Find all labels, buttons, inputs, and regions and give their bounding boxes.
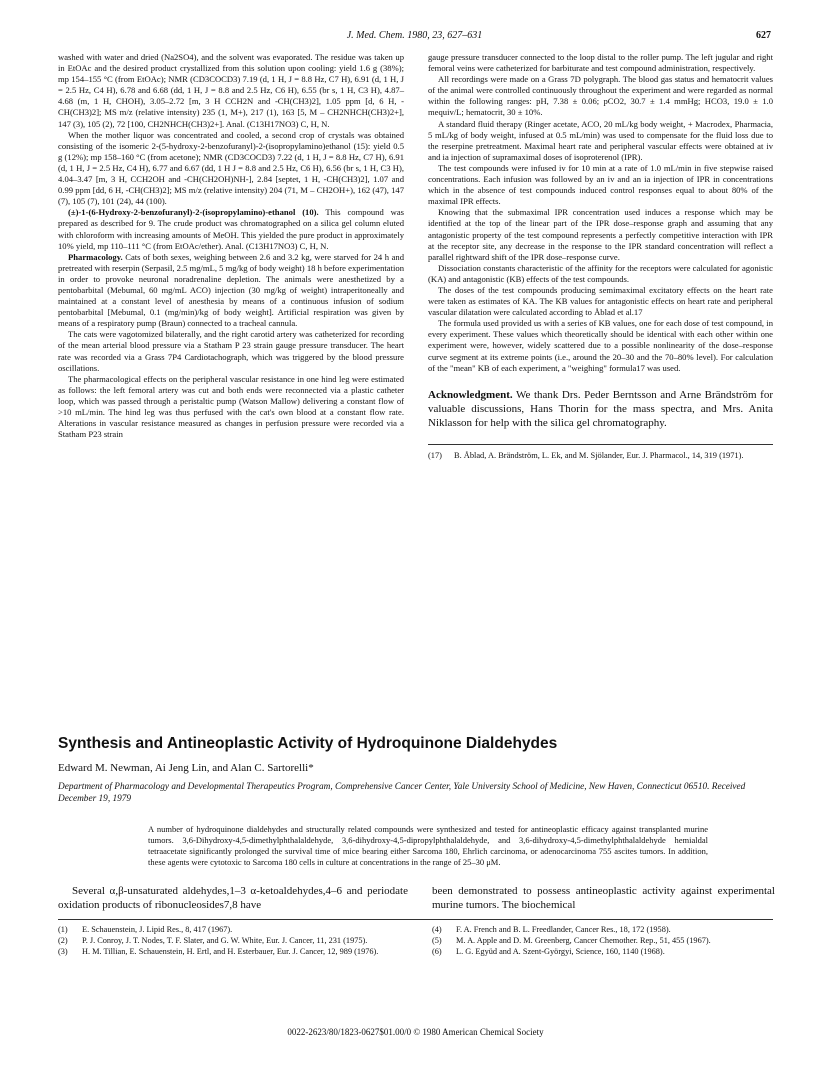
journal-citation: J. Med. Chem. 1980, 23, 627–631 bbox=[346, 30, 483, 41]
footnote-number: (1) bbox=[58, 925, 68, 934]
acknowledgment-text: We thank Drs. Peder Berntsson and Arne Brändström for valuable discussions, Hans Thorin for the mass spectra, and Mrs. Anita Niklasson for help with the silica gel chromatography. bbox=[428, 388, 773, 430]
right-column bbox=[428, 52, 773, 461]
footnotes-right bbox=[432, 925, 775, 958]
paragraph bbox=[58, 207, 404, 251]
paragraph: The cats were vagotomized bilaterally, and the right carotid artery was catheterized for recording of the mean arterial blood pressure via a Statham P 23 strain gauge pressure transducer. The heart rate was recorded via a Grass 7P4 Cardiotachograph, which was triggered by the blood pressure oscillations. bbox=[58, 329, 404, 373]
footnote-number: (3) bbox=[58, 946, 68, 956]
paragraph: The pharmacological effects on the peripheral vascular resistance in one hind leg were estimated as follows: the left femoral artery was cut and both ends were reconnected via a plastic catheter loop, which was passed through a peristaltic pump (Watson Mallow) delivering a constant flow of >10 mL/min. The hind leg was thus perfused with the cat's own blood at a constant flow rate. Alterations in vascular resistance measured as changes in perfusion pressure were recorded via a Statham P23 strain bbox=[58, 373, 404, 440]
footnote-text: L. G. Együd and A. Szent-Györgyi, Science, 160, 1140 (1968). bbox=[456, 946, 665, 956]
footnote-number: (6) bbox=[432, 946, 442, 956]
footnote-number: (4) bbox=[432, 925, 442, 934]
page-number: 627 bbox=[756, 30, 771, 41]
footnote-text: M. A. Apple and D. M. Greenberg, Cancer Chemother. Rep., 51, 455 (1967). bbox=[456, 935, 711, 945]
reference-item bbox=[428, 450, 773, 461]
article-authors: Edward M. Newman, Ai Jeng Lin, and Alan C. Sartorelli* bbox=[58, 762, 314, 774]
article-affiliation: Department of Pharmacology and Developmental Therapeutics Program, Comprehensive Cancer Center, Yale University School of Medicine, New Haven, Connecticut 06510. Received December 19, 1979 bbox=[58, 782, 746, 804]
paragraph-text: Cats of both sexes, weighing between 2.6 and 3.2 kg, were starved for 24 h and pretreated with reserpin (Serpasil, 2.5 mg/mL, 5 mg/kg of body weight) 18 h before experimentation in order to provoke neuronal noradrenaline depletion. The animals were anesthetized by a pentobarbital (Mebumal, 60 mg/mL ACO) injection (30 mg/kg of weight) intraperitoneally and maintained at a constant level of anesthesia by means of a continuous infusion of sodium pentobarbital [Mebumal, 0.1 (mg/min)/kg of body weight]. Artificial respiration was given by means of a respiratory pump (Braun) connected to a tracheal cannula. bbox=[58, 251, 404, 329]
footnote-number: (2) bbox=[58, 935, 68, 945]
paragraph: gauge pressure transducer connected to the loop distal to the roller pump. The left jugular and right femoral veins were catheterized for barbiturate and test compound administration, respectively. bbox=[428, 52, 773, 74]
paragraph: A standard fluid therapy (Ringer acetate, ACO, 20 mL/kg body weight, + Macrodex, Pharmacia, 5 mL/kg of body weight, infused at 0.5 mL/min) was used to compensate for the fluid loss due to the reserpine pretreatment. Maximal heart rate and peripheral vascular effects were obtained at iv and ia injection of supramaximal doses of isoproterenol (IPR). bbox=[428, 118, 773, 162]
footnote-text: E. Schauenstein, J. Lipid Res., 8, 417 (1967). bbox=[82, 925, 233, 934]
article-title: Synthesis and Antineoplastic Activity of Hydroquinone Dialdehydes bbox=[58, 735, 558, 752]
footnote-text: P. J. Conroy, J. T. Nodes, T. F. Slater, and G. W. White, Eur. J. Cancer, 11, 231 (1975). bbox=[82, 935, 368, 945]
footnote-item bbox=[432, 936, 775, 947]
reference-text: B. Åblad, A. Brändström, L. Ek, and M. Sjölander, Eur. J. Pharmacol., 14, 319 (1971). bbox=[454, 451, 744, 461]
paragraph: Knowing that the submaximal IPR concentration used induces a response which may be identified at the top of the linear part of the IPR dose–response graph and assuming that any antagonistic property of the test compound represents a perfectly competitive interaction with IPR at the receptor site, any decrease in the response to the IPR standard concentration will reflect a parallel rightward shift of the IPR dose–response curve. bbox=[428, 207, 773, 262]
footnote-text: F. A. French and B. L. Freedlander, Cancer Res., 18, 172 (1958). bbox=[456, 925, 671, 934]
paragraph: When the mother liquor was concentrated and cooled, a second crop of crystals was obtained consisting of the isomeric 2-(5-hydroxy-2-benzofuranyl)-2-(isopropylamino)ethanol (15): yield 0.5 g (12%); mp 158–160 °C (from acetone); NMR (CD3COCD3) 7.22 (d, 1 H, J = 8.8 Hz, C7 H), 6.91 (d, 1 H, J = 2.5 Hz, C4 H), 6.77 and 6.67 (dd, 1 H J = 8.8 and 2.5 Hz, C6 H), 6.56 (br s, 1 H, C3 H), 4.04–3.47 [m, 3 H, CCH2OH and -CH(CH2OH)NH-], 2.84 [septet, 1 H, -CH(CH3)2], 1.07 and 0.99 ppm [dd, 6 H, -CH(CH3)2]; MS m/z (relative intensity) 204 (71, M – CH2OH+), 162 (47), 147 (7), 105 (7), 101 (24), 44 (100). bbox=[58, 129, 404, 207]
footnote-item bbox=[432, 947, 775, 958]
paragraph: All recordings were made on a Grass 7D polygraph. The blood gas status and hematocrit values of the animal were controlled continuously throughout the experiment and were regarded as normal within the following ranges: pH, 7.38 ± 0.06; pCO2, 30.7 ± 1.4 mmHg; HCO3, 19.0 ± 1.0 mequiv/L; hematocrit, 30 ± 10%. bbox=[428, 74, 773, 118]
paragraph: The formula used provided us with a series of KB values, one for each dose of test compound, in every experiment. These values which theoretically should be identical with each other within one experiment were, however, widely scattered due to a possible nonlinearity of the dose–response curve segment at its extreme points (i.e., around the 20–30 and the 70–80% level). For calculation of the "mean" KB of each experiment, a "weighing" formula17 was used. bbox=[428, 318, 773, 373]
acknowledgment bbox=[428, 388, 773, 431]
footnote-item bbox=[432, 925, 775, 936]
footnote-divider bbox=[58, 919, 773, 920]
paragraph: The doses of the test compounds producing semimaximal excitatory effects on the heart rate were taken as estimates of KA. The KB values for antagonistic effects on heart rate and peripheral vascular dilatation were calculated according to Åblad et al.17 bbox=[428, 284, 773, 318]
article-abstract: A number of hydroquinone dialdehydes and structurally related compounds were synthesized and tested for antineoplastic efficacy against transplanted murine tumors. 3,6-Dihydroxy-4,5-dimethylphthalaldehyde, 3,6-dihydroxy-4,5-dipropylphthalaldehyde, and 3,6-dihydroxy-4,5-dimethylphthalaldehyde hemialdal tetraacetate significantly prolonged the survival time of mice bearing either Sarcoma 180, Ehrlich carcinoma, or adenocarcinoma 755 ascites tumors. In addition, these agents were cytotoxic to Sarcoma 180 cells in culture at concentrations in the range of 25–30 μM. bbox=[148, 824, 708, 867]
footnote-number: (5) bbox=[432, 935, 442, 945]
footnotes-left bbox=[58, 925, 408, 958]
section-heading: Pharmacology. bbox=[68, 251, 123, 262]
footnote-item bbox=[58, 947, 408, 958]
acknowledgment-heading: Acknowledgment. bbox=[428, 388, 513, 401]
running-header bbox=[58, 30, 771, 46]
article-body-left: Several α,β-unsaturated aldehydes,1–3 α-ketoaldehydes,4–6 and periodate oxidation products of ribonucleosides7,8 have bbox=[58, 885, 408, 911]
footnote-text: H. M. Tillian, E. Schauenstein, H. Ertl, and H. Esterbauer, Eur. J. Cancer, 12, 989 (1976). bbox=[82, 946, 379, 956]
footnote-item bbox=[58, 925, 408, 936]
copyright-footer: 0022-2623/80/1823-0627$01.00/0 © 1980 American Chemical Society bbox=[287, 1027, 544, 1037]
paragraph: The test compounds were infused iv for 10 min at a rate of 1.0 mL/min in five stepwise raised concentrations. Each infusion was followed by an iv and an ia injection of IPR in concentrations which in the absence of test compounds induced control responses equal to about 80% of the maximal IPR effects. bbox=[428, 162, 773, 207]
article-body-right: been demonstrated to possess antineoplastic activity against experimental murine tumors. The biochemical bbox=[432, 885, 775, 911]
reference-divider bbox=[428, 444, 773, 445]
left-column bbox=[58, 52, 404, 440]
footnote-item bbox=[58, 936, 408, 947]
paragraph bbox=[58, 252, 404, 330]
paragraph: Dissociation constants characteristic of the affinity for the receptors were calculated for agonistic (KA) and antagonistic (KB) effects of the test compounds. bbox=[428, 262, 773, 284]
reference-number: (17) bbox=[428, 451, 442, 461]
paragraph-text: This compound was prepared as described for 9. The crude product was chromatographed on a silica gel column eluted with chloroform with increasing amounts of MeOH. This yielded the pure product in approximately 10% yield, mp 110–111 °C (from EtOAc/ether). Anal. (C13H17NO3) C, H, N. bbox=[58, 207, 404, 251]
compound-heading: (±)-1-(6-Hydroxy-2-benzofuranyl)-2-(isopropylamino)-ethanol (10). bbox=[68, 207, 319, 218]
paragraph: washed with water and dried (Na2SO4), and the solvent was evaporated. The residue was taken up in EtOAc and the desired product crystallized from this solution upon cooling: yield 1.6 g (38%); mp 154–155 °C (from EtOAc); NMR (CD3COCD3) 7.19 (d, 1 H, J = 8.8 Hz, C7 H), 6.91 (d, 1 H, J = 2.5 Hz, C4 H), 6.78 and 6.68 (dd, 1 H, J = 8.8 and 2.5 Hz, C6 H), 6.55 (br s, 1 H, C3 H), 4.87–4.68 (m, 1 H, CHOH), 3.05–2.72 [m, 3 H CCH2N and -CH(CH3)2], 1.05 ppm [d, 6 H, -CH(CH3)2]; MS m/z (relative intensity) 235 (1, M+), 217 (1), 163 [5, M – CH2NHCH(CH3)2+], 147 (3), 105 (2), 72 [100, CH2NHCH(CH3)2+]. Anal. (C13H17NO3) C, H, N. bbox=[58, 52, 404, 129]
